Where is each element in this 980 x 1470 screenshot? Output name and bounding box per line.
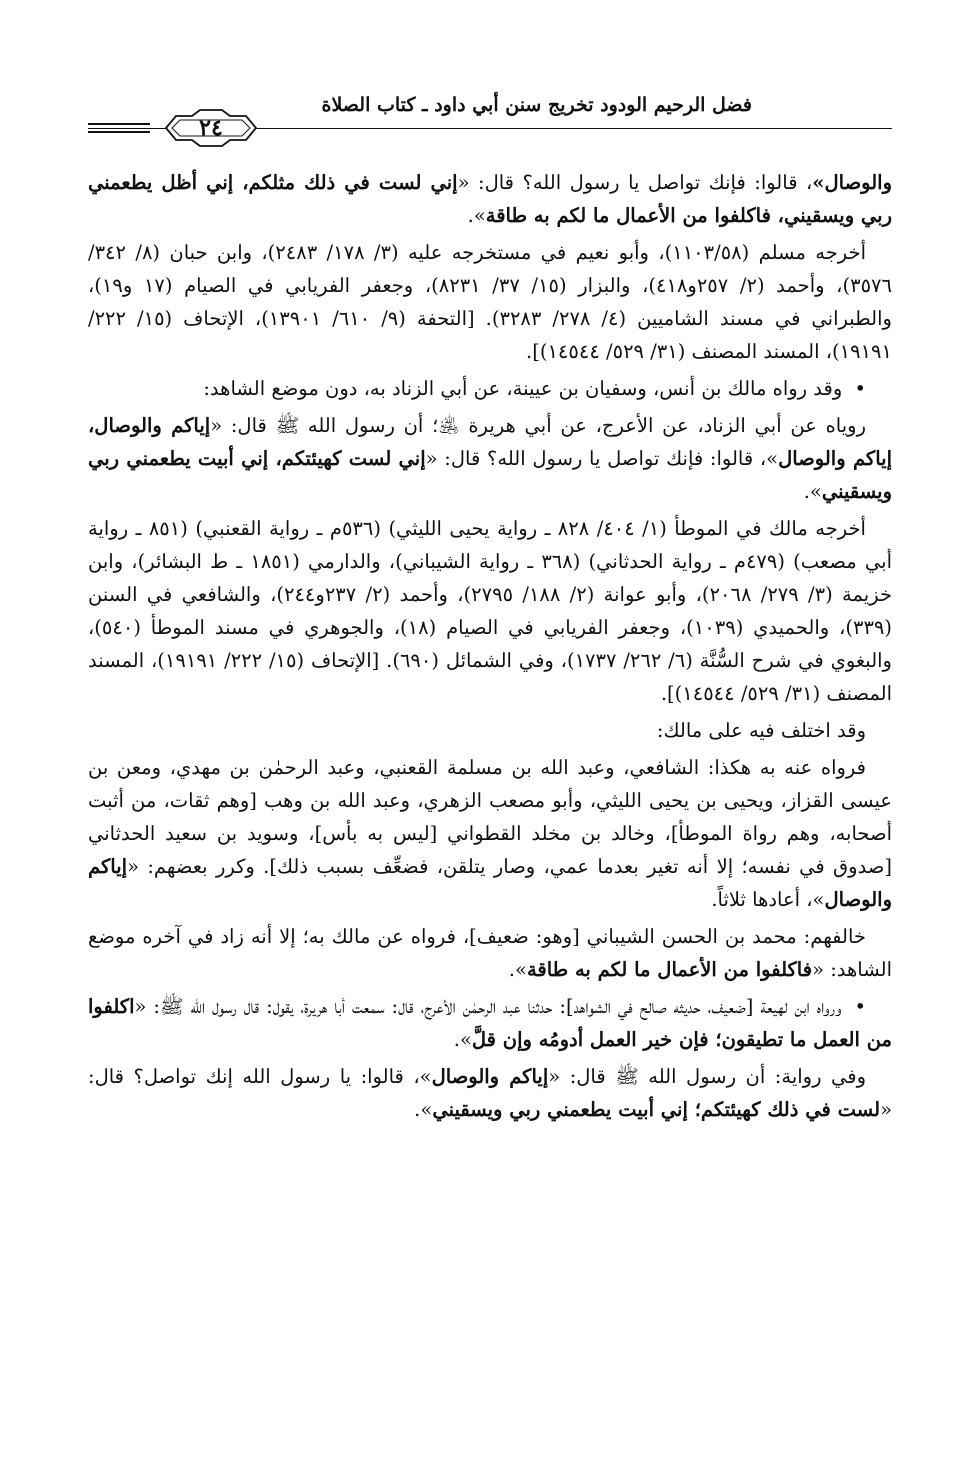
hadith-text: اكلفوا من العمل ما تطيقون؛ فإن خير العمل أدومُه وإن قلَّ xyxy=(88,995,892,1051)
paragraph-p9 xyxy=(88,990,892,1056)
body-run: ». xyxy=(453,1028,472,1051)
paragraph-p2 xyxy=(88,236,892,368)
header-double-rule xyxy=(88,123,150,135)
paragraph-p4 xyxy=(88,409,892,508)
body-run: أخرجه مسلم (١١٠٣/٥٨)، وأبو نعيم في مستخرجه عليه (٣/ ١٧٨/ ٢٤٨٣)، وابن حبان (٨/ ٣٤٢/ ٣٥٧٦)، وأحمد (٢/ ٢٥٧و٤١٨)، والبزار (١٥/ ٣٧/ ٨٢٣١)، وجعفر الفريابي في الصيام (١٧ و١٩)، والطبراني في مسند الشاميين (٤/ ٢٧٨/ ٣٢٨٣). [التحفة (٩/ ٦١٠/ ١٣٩٠١)، الإتحاف (١٥/ ٢٢٢/ ١٩١٩١)، المسند المصنف (٣١/ ٥٢٩/ ١٤٥٤٤)]. xyxy=(88,241,892,363)
bullet-marker: • xyxy=(854,377,866,400)
body-run: ». xyxy=(414,1098,433,1121)
body-run: ». xyxy=(803,480,822,503)
body-run: ورواه ابن لهيعة [ضعيف، حديثه صالح في الشواهد]: حدثنا عبد الرحمٰن الأعرج، قال: سمعت أبا هريرة، يقول: قال رسول الله ﷺ: « xyxy=(134,995,842,1018)
hadith-text: إياكم والوصال، إياكم والوصال xyxy=(88,414,892,470)
paragraph-p7 xyxy=(88,751,892,916)
page-number-ornament xyxy=(162,108,260,148)
paragraph-p5 xyxy=(88,512,892,710)
body-run: »، قالوا: فإنك تواصل يا رسول الله؟ قال: « xyxy=(425,447,779,470)
hadith-text: إني لست كهيئتكم، إني أبيت يطعمني ربي ويسقيني xyxy=(88,447,892,503)
body-run: وقد رواه مالك بن أنس، وسفيان بن عيينة، عن أبي الزناد به، دون موضع الشاهد: xyxy=(203,377,843,400)
paragraph-p1 xyxy=(88,166,892,232)
body-run: »، أعادها ثلاثاً. xyxy=(711,888,825,911)
body-run: ». xyxy=(467,204,486,227)
paragraph-p3 xyxy=(88,372,892,405)
body-run: ، قالوا: فإنك تواصل يا رسول الله؟ قال: « xyxy=(457,171,813,194)
paragraph-p10 xyxy=(88,1060,892,1126)
running-header xyxy=(88,92,892,152)
body-run: خالفهم: محمد بن الحسن الشيباني [وهو: ضعيف]، فرواه عن مالك به؛ إلا أنه زاد في آخره موضع الشاهد: « xyxy=(88,925,892,981)
hadith-text: والوصال» xyxy=(812,171,893,194)
body-run: أخرجه مالك في الموطأ (١/ ٤٠٤/ ٨٢٨ ـ رواية يحيى الليثي) (٥٣٦م ـ رواية القعنبي) (٨٥١ ـ رواية أبي مصعب) (٤٧٩م ـ رواية الحدثاني) (٣٦٨ ـ رواية الشيباني)، والدارمي (١٨٥١ ـ ط البشائر)، وابن خزيمة (٣/ ٢٧٩/ ٢٠٦٨)، وأبو عوانة (٢/ ١٨٨/ ٢٧٩٥)، وأحمد (٢/ ٢٣٧و٢٤٤)، والشافعي في السنن (٣٣٩)، والحميدي (١٠٣٩)، وجعفر الفريابي في الصيام (١٨)، والجوهري في مسند الموطأ (٥٤٠)، والبغوي في شرح السُّنَّة (٦/ ٢٦٢/ ١٧٣٧)، وفي الشمائل (٦٩٠). [الإتحاف (١٥/ ٢٢٢/ ١٩١٩١)، المسند المصنف (٣١/ ٥٢٩/ ١٤٥٤٤)]. xyxy=(88,517,893,705)
paragraph-p6 xyxy=(88,714,892,747)
hadith-text: فاكلفوا من الأعمال ما لكم به طاقة xyxy=(526,958,813,981)
hadith-text: إني لست في ذلك مثلكم، إني أظل يطعمني ربي ويسقيني، فاكلفوا من الأعمال ما لكم به طاقة xyxy=(88,171,892,227)
main-text xyxy=(88,166,892,1130)
running-title: فضل الرحيم الودود تخريج سنن أبي داود ـ كتاب الصلاة xyxy=(321,94,752,116)
hadith-text: لست في ذلك كهيئتكم؛ إني أبيت يطعمني ربي ويسقيني xyxy=(432,1098,881,1121)
paragraph-p8 xyxy=(88,920,892,986)
hadith-text: إياكم والوصال xyxy=(88,855,892,911)
body-run: روياه عن أبي الزناد، عن الأعرج، عن أبي هريرة ﵁؛ أن رسول الله ﷺ قال: « xyxy=(210,414,866,437)
body-run: ». xyxy=(508,958,527,981)
bullet-marker: • xyxy=(854,995,866,1018)
body-run: »، قالوا: يا رسول الله إنك تواصل؟ قال: « xyxy=(88,1065,892,1121)
body-run: وقد اختلف فيه على مالك: xyxy=(656,719,866,742)
body-run: فرواه عنه به هكذا: الشافعي، وعبد الله بن مسلمة القعنبي، وعبد الرحمٰن بن مهدي، ومعن بن عيسى القزاز، ويحيى بن يحيى الليثي، وأبو مصعب الزهري، وعبد الله بن وهب [وهم ثقات، من أثبت أصحابه، وهم رواة الموطأ]، وخالد بن مخلد القطواني [ليس به بأس]، وسويد بن سعيد الحدثاني [صدوق في نفسه؛ إلا أنه تغير بعدما عمي، وصار يتلقن، فضعِّف بسبب ذلك]. وكرر بعضهم: « xyxy=(88,756,892,878)
page-number: ٢٤ xyxy=(199,115,223,141)
body-run: وفي رواية: أن رسول الله ﷺ قال: « xyxy=(548,1065,867,1088)
hadith-text: إياكم والوصال xyxy=(431,1065,549,1088)
